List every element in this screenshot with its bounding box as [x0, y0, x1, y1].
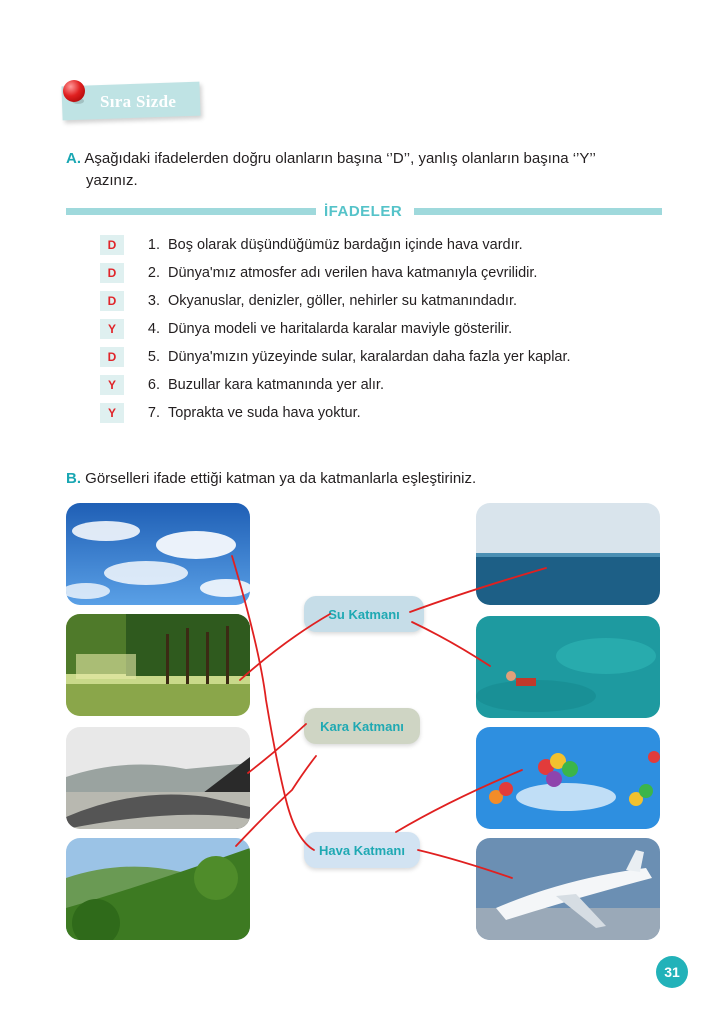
statement-number: 3.	[147, 293, 160, 309]
part-a-text-line1: Aşağıdaki ifadelerden doğru olanların başına ‘’D’’, yanlış olanların başına ‘’Y’’	[84, 150, 596, 167]
match-line	[418, 850, 512, 878]
statement-number: 5.	[147, 349, 160, 365]
match-line	[236, 756, 316, 846]
part-a-letter: A.	[66, 150, 81, 167]
statement-text: Dünya modeli ve haritalarda karalar maviyle gösterilir.	[168, 321, 513, 337]
match-line	[410, 568, 546, 612]
statement-number: 1.	[147, 237, 160, 253]
answer-box[interactable]: Y	[100, 403, 124, 423]
answer-box[interactable]: Y	[100, 375, 124, 395]
answer-box[interactable]: Y	[100, 319, 124, 339]
answer-box[interactable]: D	[100, 347, 124, 367]
banner-title: Sıra Sizde	[100, 92, 177, 111]
answer-box[interactable]: D	[100, 235, 124, 255]
statement-text: Toprakta ve suda hava yoktur.	[168, 405, 361, 421]
layer-label-water[interactable]: Su Katmanı	[304, 596, 424, 632]
statement-number: 6.	[147, 377, 160, 393]
statement-text: Okyanuslar, denizler, göller, nehirler su katmanındadır.	[168, 293, 517, 309]
layer-label-land[interactable]: Kara Katmanı	[304, 708, 420, 744]
statement-text: Dünya'mız atmosfer adı verilen hava katmanıyla çevrilidir.	[168, 265, 538, 281]
answer-box[interactable]: D	[100, 291, 124, 311]
statement-number: 4.	[147, 321, 160, 337]
part-a-text-line2: yazınız.	[86, 172, 138, 189]
layer-label-air[interactable]: Hava Katmanı	[304, 832, 420, 868]
statement-number: 2.	[147, 265, 160, 281]
match-line	[396, 770, 522, 832]
match-line	[240, 614, 330, 680]
match-line	[232, 556, 314, 850]
page-number: 31	[656, 956, 688, 988]
statement-text: Buzullar kara katmanında yer alır.	[168, 377, 384, 393]
statement-text: Dünya'mızın yüzeyinde sular, karalardan daha fazla yer kaplar.	[168, 349, 571, 365]
section-title: İFADELER	[324, 203, 403, 220]
part-b-letter: B.	[66, 470, 81, 487]
statement-text: Boş olarak düşündüğümüz bardağın içinde hava vardır.	[168, 237, 523, 253]
statement-number: 7.	[147, 405, 160, 421]
match-line	[248, 724, 306, 773]
part-b-text: Görselleri ifade ettiği katman ya da katmanlarla eşleştiriniz.	[85, 470, 477, 487]
answer-box[interactable]: D	[100, 263, 124, 283]
match-line	[412, 622, 490, 666]
